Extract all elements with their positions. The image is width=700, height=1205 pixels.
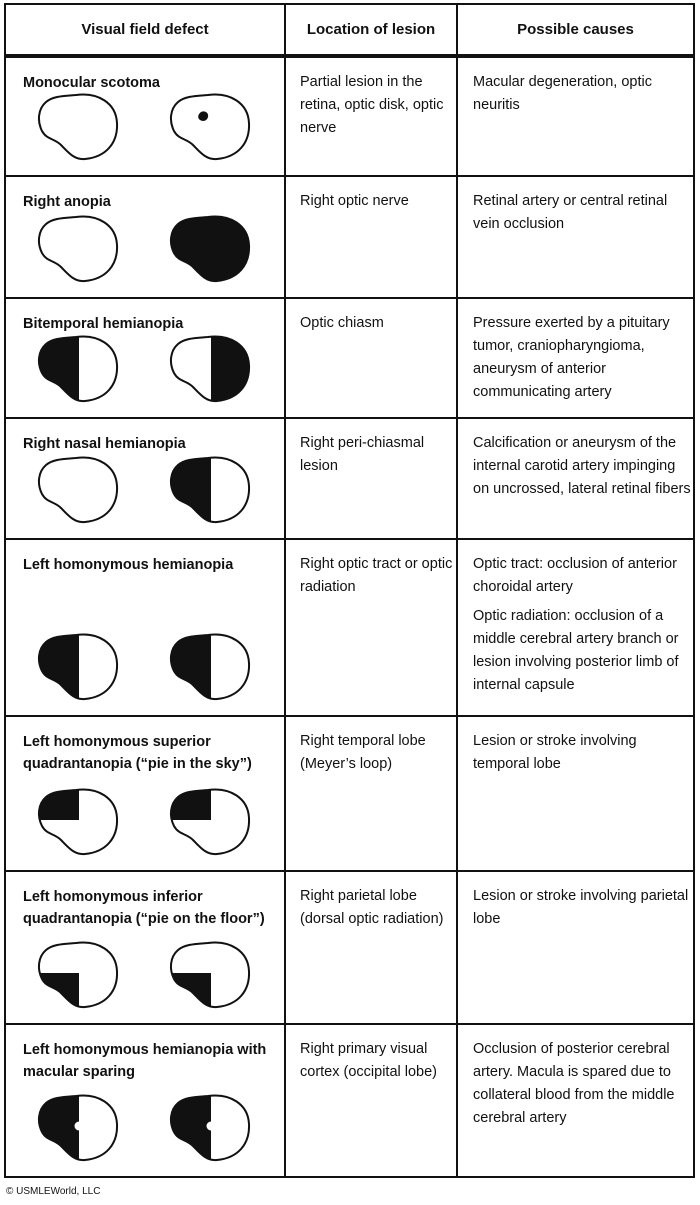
header-possible-causes: Possible causes bbox=[517, 20, 634, 38]
row-divider bbox=[6, 870, 693, 872]
lesion-location: Right optic tract or optic radiation bbox=[300, 556, 453, 595]
visual-field-diagram bbox=[36, 629, 258, 703]
table-row bbox=[6, 717, 693, 870]
row-divider bbox=[6, 1023, 693, 1025]
right-eye-field-icon bbox=[168, 1090, 254, 1164]
left-eye-field-icon bbox=[36, 331, 122, 405]
table-row bbox=[6, 419, 693, 538]
visual-field-diagram bbox=[36, 331, 258, 405]
visual-field-outline bbox=[39, 95, 117, 160]
defect-cell bbox=[6, 177, 284, 297]
possible-cause: Optic tract: occlusion of anterior choroidal artery bbox=[473, 556, 677, 595]
table-row bbox=[6, 872, 693, 1023]
left-eye-field-icon bbox=[36, 937, 122, 1011]
visual-field-diagram bbox=[36, 1090, 258, 1164]
row-divider bbox=[6, 715, 693, 717]
possible-causes-cell bbox=[458, 1025, 693, 1176]
defect-name: Bitemporal hemianopia bbox=[23, 316, 184, 332]
lesion-location: Right optic nerve bbox=[300, 193, 409, 209]
visual-field-diagram bbox=[36, 89, 258, 163]
lesion-location: Right temporal lobe (Meyer’s loop) bbox=[300, 733, 426, 772]
table-row bbox=[6, 299, 693, 417]
table-row bbox=[6, 540, 693, 715]
possible-cause: Retinal artery or central retinal vein occlusion bbox=[473, 193, 668, 232]
visual-field-outline bbox=[39, 458, 117, 523]
defect-cell bbox=[6, 58, 284, 175]
left-eye-field-icon bbox=[36, 89, 122, 163]
table-row bbox=[6, 58, 693, 175]
field-loss-region bbox=[168, 452, 211, 526]
visual-field-defects-table bbox=[4, 3, 695, 1178]
defect-name: Right anopia bbox=[23, 194, 111, 210]
defect-cell bbox=[6, 1025, 284, 1176]
possible-causes-cell bbox=[458, 540, 693, 715]
possible-cause: Pressure exerted by a pituitary tumor, craniopharyngioma, aneurysm of anterior communicating artery bbox=[473, 315, 670, 400]
defect-name: Left homonymous superior quadrantanopia (“pie in the sky”) bbox=[23, 734, 252, 772]
visual-field-outline bbox=[171, 95, 249, 160]
possible-causes-cell bbox=[458, 299, 693, 417]
left-eye-field-icon bbox=[36, 784, 122, 858]
possible-causes-cell bbox=[458, 419, 693, 538]
defect-name: Left homonymous hemianopia bbox=[23, 557, 234, 573]
table-row bbox=[6, 177, 693, 297]
left-eye-field-icon bbox=[36, 1090, 122, 1164]
lesion-location: Right peri-chiasmal lesion bbox=[300, 435, 425, 474]
possible-causes-cell bbox=[458, 58, 693, 175]
scotoma-spot bbox=[198, 111, 208, 121]
possible-causes-cell bbox=[458, 177, 693, 297]
right-eye-field-icon bbox=[168, 784, 254, 858]
visual-field-diagram bbox=[36, 784, 258, 858]
field-loss-region bbox=[36, 629, 79, 703]
row-divider bbox=[6, 538, 693, 540]
lesion-location: Right primary visual cortex (occipital lobe) bbox=[300, 1041, 437, 1080]
copyright-notice: © USMLEWorld, LLC bbox=[6, 1186, 101, 1197]
defect-name: Monocular scotoma bbox=[23, 75, 160, 91]
header-location-of-lesion: Location of lesion bbox=[306, 20, 436, 38]
defect-cell bbox=[6, 872, 284, 1023]
header-visual-field-defect: Visual field defect bbox=[81, 20, 209, 38]
defect-name: Right nasal hemianopia bbox=[23, 436, 186, 452]
field-loss-region bbox=[36, 1090, 79, 1164]
lesion-location: Optic chiasm bbox=[300, 315, 384, 331]
spared-macula bbox=[207, 1122, 216, 1131]
table-row bbox=[6, 1025, 693, 1176]
left-eye-field-icon bbox=[36, 452, 122, 526]
right-eye-field-icon bbox=[168, 211, 254, 285]
right-eye-field-icon bbox=[168, 937, 254, 1011]
field-loss-region bbox=[168, 1090, 211, 1164]
visual-field-diagram bbox=[36, 937, 258, 1011]
field-loss-region bbox=[211, 331, 254, 405]
defect-cell bbox=[6, 717, 284, 870]
defect-cell bbox=[6, 540, 284, 715]
left-eye-field-icon bbox=[36, 211, 122, 285]
visual-field-outline bbox=[39, 217, 117, 282]
possible-cause: Macular degeneration, optic neuritis bbox=[473, 74, 652, 113]
defect-cell bbox=[6, 419, 284, 538]
visual-field-diagram bbox=[36, 211, 258, 285]
right-eye-field-icon bbox=[168, 629, 254, 703]
defect-cell bbox=[6, 299, 284, 417]
right-eye-field-icon bbox=[168, 331, 254, 405]
defect-name: Left homonymous inferior quadrantanopia (“pie on the floor”) bbox=[23, 889, 265, 927]
row-divider bbox=[6, 417, 693, 419]
possible-cause: Occlusion of posterior cerebral artery. Macula is spared due to collateral blood from the middle cerebral artery bbox=[473, 1041, 675, 1126]
field-loss-region bbox=[36, 331, 79, 405]
possible-cause: Calcification or aneurysm of the internal carotid artery impinging on uncrossed, lateral retinal fibers bbox=[473, 435, 691, 497]
possible-causes-cell bbox=[458, 717, 693, 870]
visual-field-diagram bbox=[36, 452, 258, 526]
right-eye-field-icon bbox=[168, 452, 254, 526]
possible-cause: Lesion or stroke involving temporal lobe bbox=[473, 733, 637, 772]
defect-name: Left homonymous hemianopia with macular sparing bbox=[23, 1042, 267, 1080]
row-divider bbox=[6, 297, 693, 299]
possible-cause: Optic radiation: occlusion of a middle cerebral artery branch or lesion involving posterior limb of internal capsule bbox=[473, 608, 679, 693]
right-eye-field-icon bbox=[168, 89, 254, 163]
row-divider bbox=[6, 175, 693, 177]
lesion-location: Right parietal lobe (dorsal optic radiation) bbox=[300, 888, 444, 927]
lesion-location: Partial lesion in the retina, optic disk, optic nerve bbox=[300, 74, 444, 136]
possible-cause: Lesion or stroke involving parietal lobe bbox=[473, 888, 689, 927]
field-loss-region bbox=[168, 629, 211, 703]
possible-causes-cell bbox=[458, 872, 693, 1023]
left-eye-field-icon bbox=[36, 629, 122, 703]
spared-macula bbox=[75, 1122, 84, 1131]
